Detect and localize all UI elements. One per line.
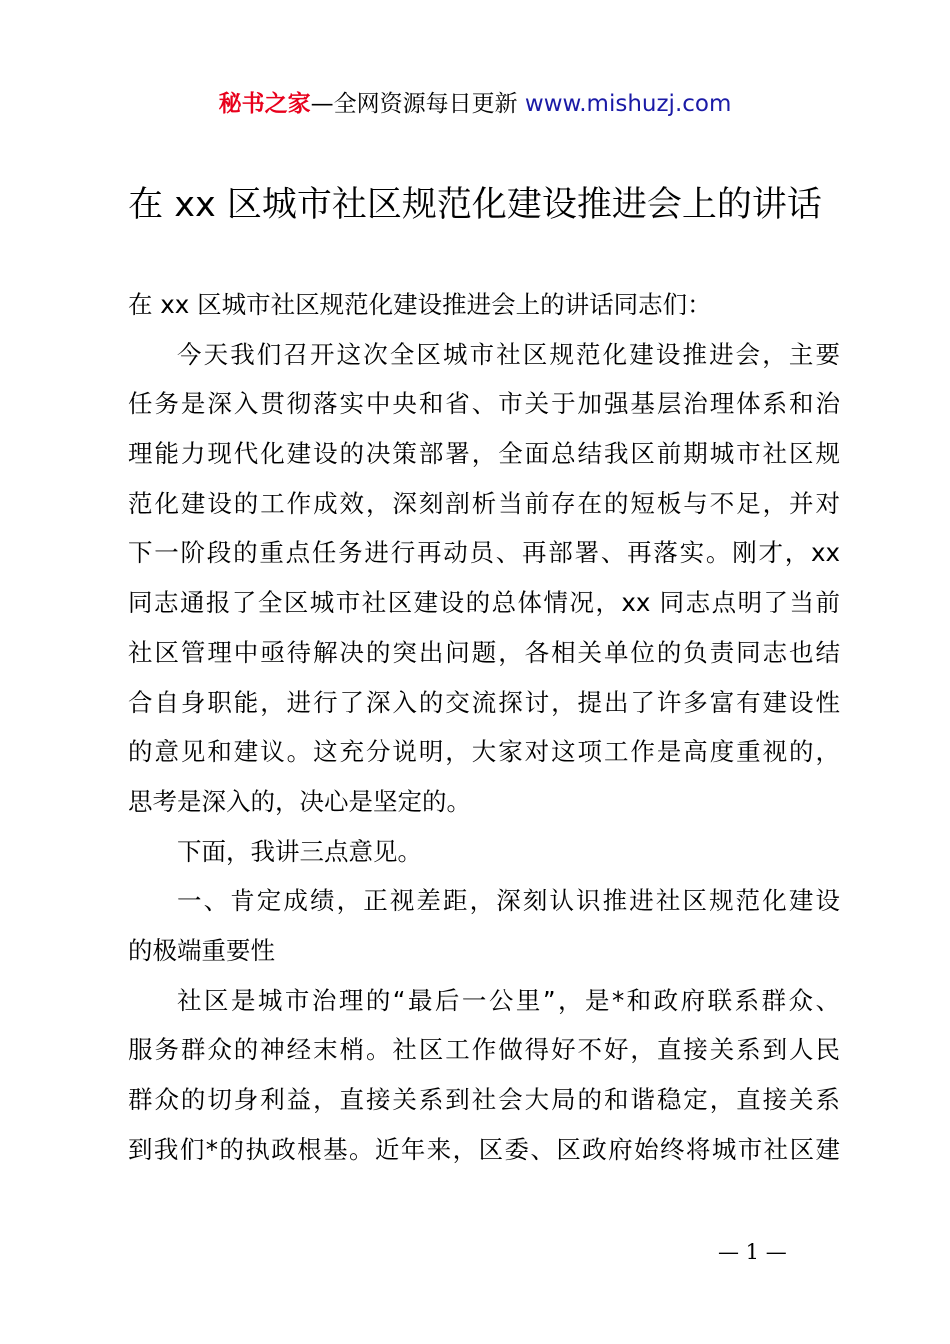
paragraph-line: 任务是深入贯彻落实中央和省、市关于加强基层治理体系和治 bbox=[128, 389, 840, 419]
paragraph-line: 思考是深入的，决心是坚定的。 bbox=[128, 786, 471, 816]
header-tagline: —全网资源每日更新 bbox=[310, 91, 525, 117]
salutation-line: 在 xx 区城市社区规范化建设推进会上的讲话同志们： bbox=[128, 290, 712, 319]
site-header bbox=[0, 88, 950, 120]
paragraph-line: 社区是城市治理的“最后一公里”，是*和政府联系群众、 bbox=[177, 985, 840, 1015]
paragraph-line: 群众的切身利益，直接关系到社会大局的和谐稳定，直接关系 bbox=[128, 1085, 840, 1114]
section-heading-line: 的极端重要性 bbox=[128, 935, 275, 965]
paragraph-line: 下面，我讲三点意见。 bbox=[177, 836, 422, 866]
section-heading-line: 一、肯定成绩，正视差距，深刻认识推进社区规范化建设 bbox=[177, 886, 840, 916]
paragraph-line: 下一阶段的重点任务进行再动员、再部署、再落实。刚才，xx bbox=[128, 538, 840, 568]
paragraph-line: 理能力现代化建设的决策部署，全面总结我区前期城市社区规 bbox=[128, 439, 840, 469]
document-body bbox=[128, 280, 840, 1174]
paragraph-line: 同志通报了全区城市社区建设的总体情况，xx 同志点明了当前 bbox=[128, 588, 840, 618]
paragraph-line: 的意见和建议。这充分说明，大家对这项工作是高度重视的， bbox=[128, 737, 840, 767]
paragraph-line: 服务群众的神经末梢。社区工作做得好不好，直接关系到人民 bbox=[128, 1035, 840, 1065]
brand-name: 秘书之家 bbox=[218, 91, 311, 117]
paragraph-line: 到我们*的执政根基。近年来，区委、区政府始终将城市社区建 bbox=[128, 1134, 840, 1164]
paragraph-line: 社区管理中亟待解决的突出问题，各相关单位的负责同志也结 bbox=[128, 637, 840, 667]
document-title: 在 xx 区城市社区规范化建设推进会上的讲话 bbox=[128, 185, 822, 225]
site-url-link[interactable]: www.mishuzj.com bbox=[524, 91, 732, 117]
page-number: — 1 — bbox=[718, 1240, 787, 1264]
paragraph-line: 范化建设的工作成效，深刻剖析当前存在的短板与不足，并对 bbox=[128, 488, 840, 518]
paragraph-line: 今天我们召开这次全区城市社区规范化建设推进会，主要 bbox=[177, 339, 840, 369]
paragraph-line: 合自身职能，进行了深入的交流探讨，提出了许多富有建设性 bbox=[128, 687, 840, 717]
